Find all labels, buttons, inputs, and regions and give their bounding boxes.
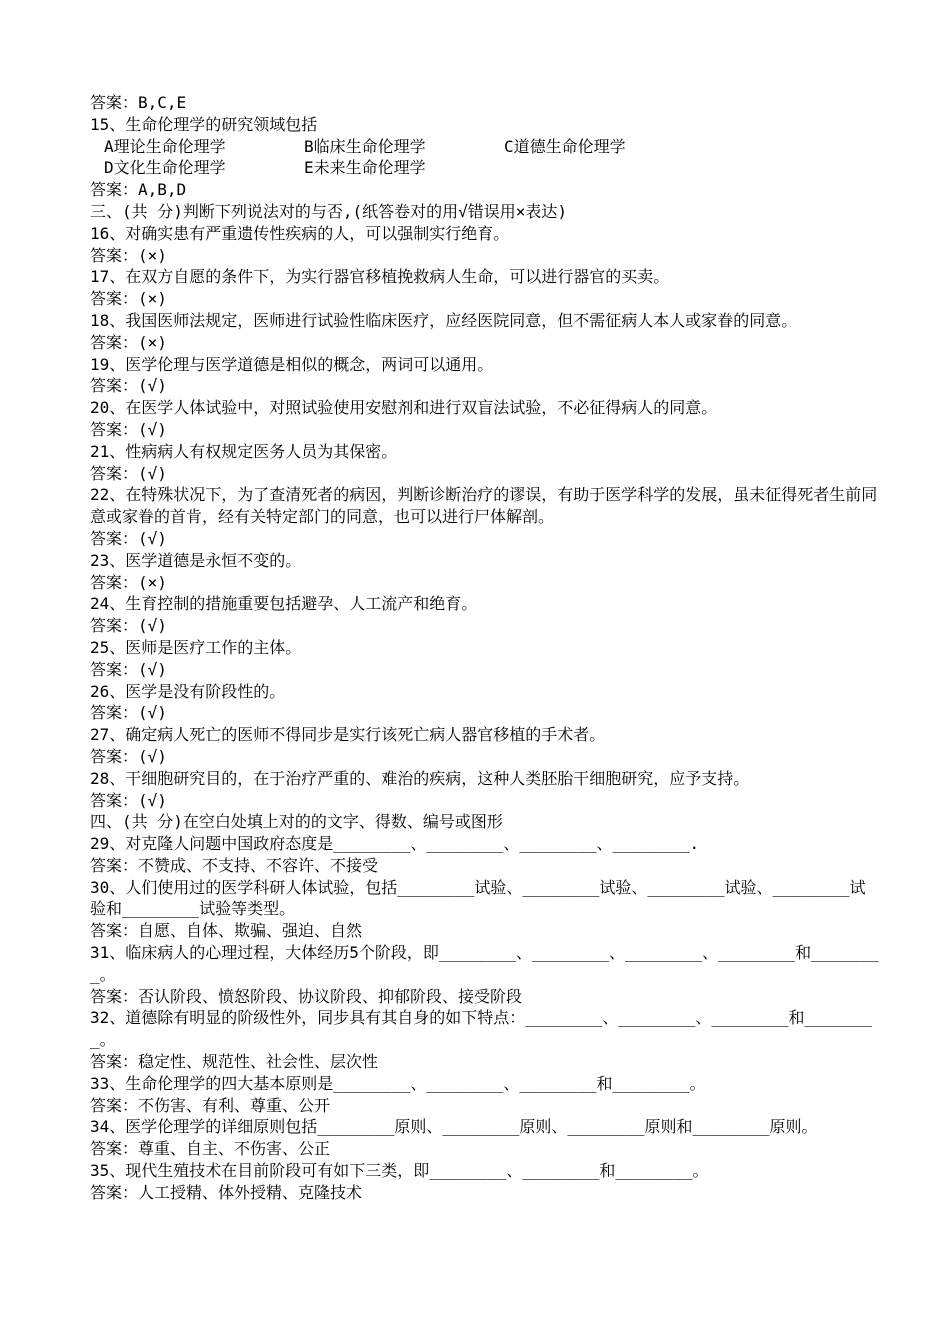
answer-15: 答案：A,B,D xyxy=(90,180,187,200)
answer-23: 答案：(×) xyxy=(90,572,167,592)
answer-29: 答案：不赞成、不支持、不容许、不接受 xyxy=(90,855,379,875)
option-d: D文化生命伦理学 xyxy=(104,158,226,178)
fill-in-list xyxy=(90,833,880,1204)
answer-18: 答案：(×) xyxy=(90,332,167,352)
option-b: B临床生命伦理学 xyxy=(304,136,426,156)
option-c: C道德生命伦理学 xyxy=(504,136,626,156)
question-33: 33、生命伦理学的四大基本原则是________、________、________和________。 xyxy=(90,1073,706,1093)
answer-25: 答案：(√) xyxy=(90,659,167,679)
answer-22: 答案：(√) xyxy=(90,528,167,548)
question-22: 22、在特殊状况下，为了查清死者的病因，判断诊断治疗的谬误，有助于医学科学的发展，虽未征得死者生前同意或家眷的首肯，经有关特定部门的同意，也可以进行尸体解剖。 xyxy=(90,485,878,527)
question-30: 30、人们使用过的医学科研人体试验，包括________试验、________试验、________试验、________试验和________试验等类型。 xyxy=(90,877,866,919)
option-e: E未来生命伦理学 xyxy=(304,158,426,178)
option-a: A理论生命伦理学 xyxy=(104,136,226,156)
answer-16: 答案：(×) xyxy=(90,245,167,265)
question-29: 29、对克隆人问题中国政府态度是________、________、________、________. xyxy=(90,834,700,854)
question-34: 34、医学伦理学的详细原则包括________原则、________原则、________原则和________原则。 xyxy=(90,1117,818,1137)
answer-26: 答案：(√) xyxy=(90,703,167,723)
document-page xyxy=(90,92,880,1204)
answer-35: 答案：人工授精、体外授精、克隆技术 xyxy=(90,1182,363,1202)
question-23: 23、医学道德是永恒不变的。 xyxy=(90,550,302,570)
answer-20: 答案：(√) xyxy=(90,419,167,439)
answer-14: 答案：B,C,E xyxy=(90,93,187,112)
question-15: 15、生命伦理学的研究领域包括 xyxy=(90,114,318,134)
question-32: 32、道德除有明显的阶级性外，同步具有其自身的如下特点：________、________、________和________。 xyxy=(90,1008,872,1050)
answer-27: 答案：(√) xyxy=(90,746,167,766)
answer-30: 答案：自愿、自体、欺骗、强迫、自然 xyxy=(90,921,363,941)
answer-24: 答案：(√) xyxy=(90,616,167,636)
question-18: 18、我国医师法规定，医师进行试验性临床医疗，应经医院同意，但不需征病人本人或家眷的同意。 xyxy=(90,310,798,330)
answer-32: 答案：稳定性、规范性、社会性、层次性 xyxy=(90,1052,379,1072)
answer-17: 答案：(×) xyxy=(90,289,167,309)
question-16: 16、对确实患有严重遗传性疾病的人，可以强制实行绝育。 xyxy=(90,223,510,243)
question-15-options-row-1 xyxy=(90,136,880,158)
question-25: 25、医师是医疗工作的主体。 xyxy=(90,637,302,657)
answer-34: 答案：尊重、自主、不伤害、公正 xyxy=(90,1139,331,1159)
question-19: 19、医学伦理与医学道德是相似的概念，两词可以通用。 xyxy=(90,354,494,374)
question-27: 27、确定病人死亡的医师不得同步是实行该死亡病人器官移植的手术者。 xyxy=(90,725,606,745)
question-28: 28、干细胞研究目的，在于治疗严重的、难治的疾病，这种人类胚胎干细胞研究，应予支持。 xyxy=(90,768,750,788)
section-3-heading: 三、(共 分)判断下列说法对的与否,(纸答卷对的用√错误用×表达) xyxy=(90,201,568,221)
answer-21: 答案：(√) xyxy=(90,463,167,483)
question-35: 35、现代生殖技术在目前阶段可有如下三类，即________、________和________。 xyxy=(90,1161,709,1181)
answer-33: 答案：不伤害、有利、尊重、公开 xyxy=(90,1095,331,1115)
question-21: 21、性病病人有权规定医务人员为其保密。 xyxy=(90,441,398,461)
question-31: 31、临床病人的心理过程，大体经历5个阶段，即________、________、________、________和________。 xyxy=(90,943,879,984)
question-15-options-row-2 xyxy=(90,157,880,179)
section-4-heading: 四、(共 分)在空白处填上对的的文字、得数、编号或图形 xyxy=(90,812,503,832)
answer-19: 答案：(√) xyxy=(90,376,167,396)
question-26: 26、医学是没有阶段性的。 xyxy=(90,681,286,701)
question-24: 24、生育控制的措施重要包括避孕、人工流产和绝育。 xyxy=(90,594,478,614)
question-17: 17、在双方自愿的条件下，为实行器官移植挽救病人生命，可以进行器官的买卖。 xyxy=(90,267,670,287)
answer-28: 答案：(√) xyxy=(90,790,167,810)
question-20: 20、在医学人体试验中，对照试验使用安慰剂和进行双盲法试验，不必征得病人的同意。 xyxy=(90,398,718,418)
answer-31: 答案：否认阶段、愤怒阶段、协议阶段、抑郁阶段、接受阶段 xyxy=(90,986,523,1006)
judgment-list xyxy=(90,223,880,812)
